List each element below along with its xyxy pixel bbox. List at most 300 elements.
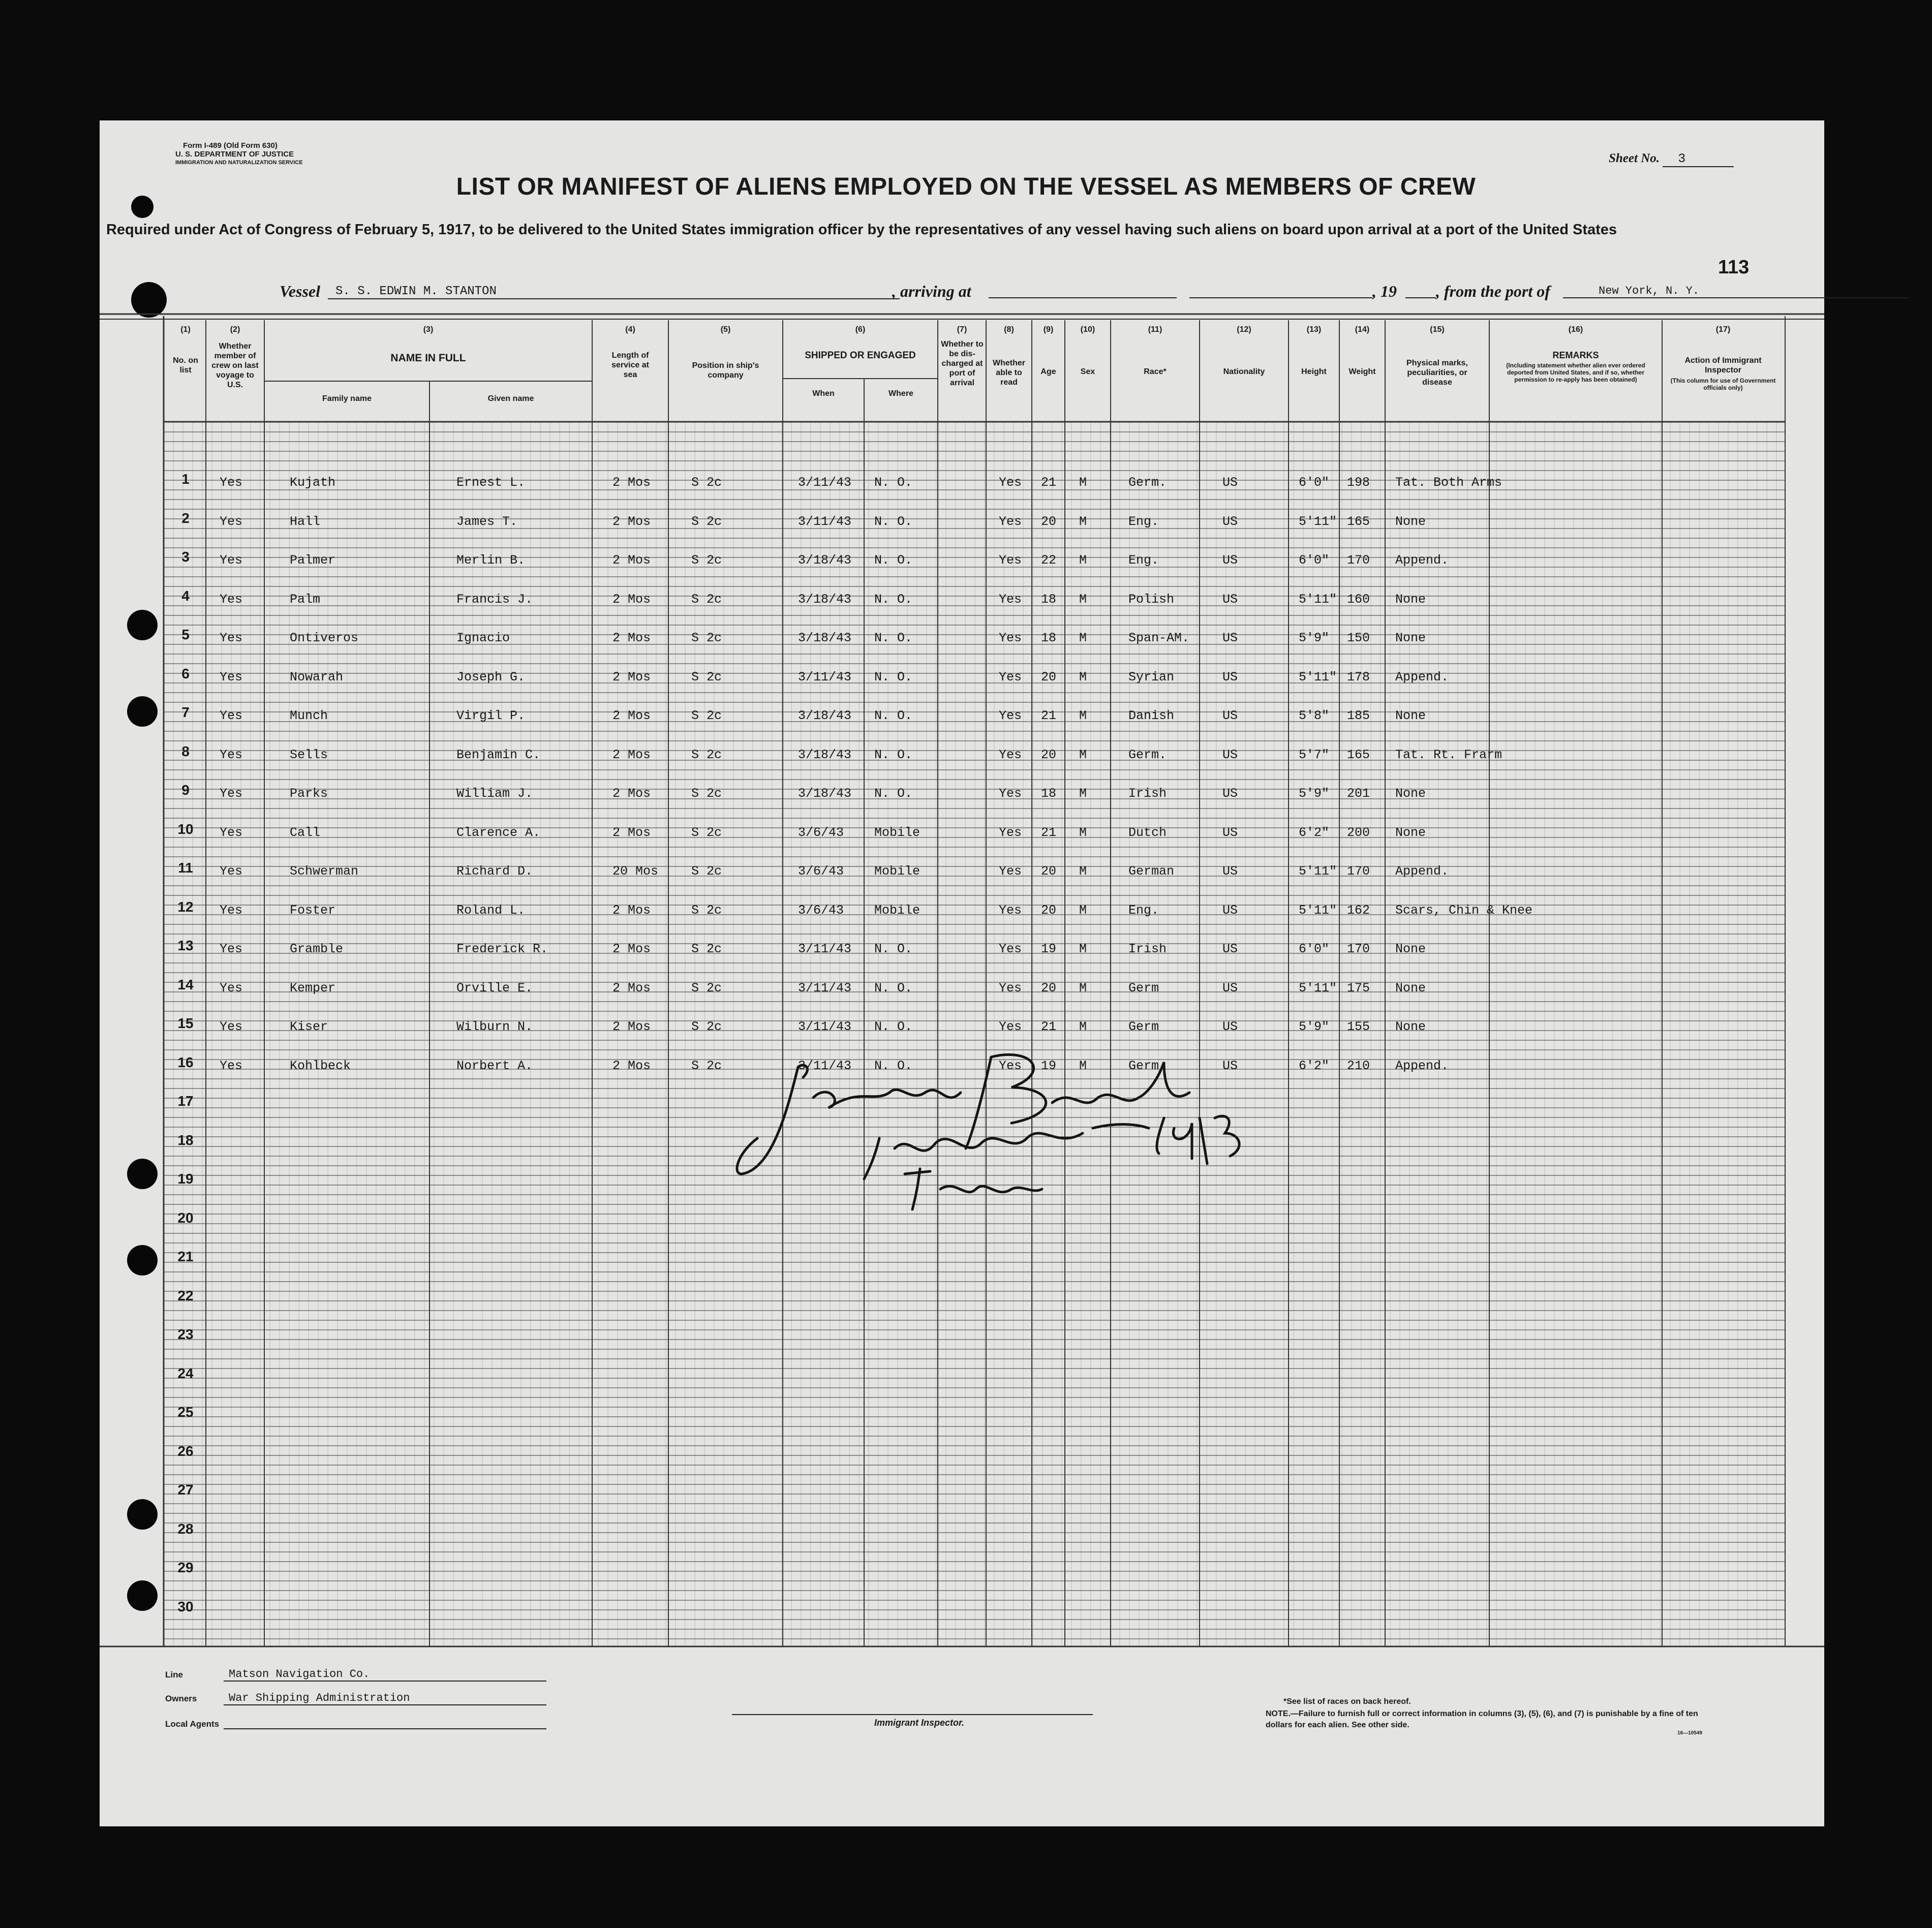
cell-crew: Yes (220, 592, 243, 607)
cell-read: Yes (999, 942, 1022, 956)
cell-length: 2 Mos (612, 747, 651, 762)
cell-family: Kohlbeck (290, 1058, 351, 1073)
cell-given: Francis J. (456, 592, 533, 607)
col-14-number: (14) (1355, 325, 1370, 334)
cell-sex: M (1079, 942, 1087, 956)
col-16-instructions: (Including statement whether alien ever ordered deported from United States, and if so, whether permission to re-apply has been obtained) (1506, 362, 1645, 383)
cell-family: Palmer (290, 553, 336, 568)
cell-family: Gramble (290, 942, 344, 956)
cell-weight: 155 (1347, 1019, 1370, 1034)
col-7-label: Whether to be dis-charged at port of arrival (941, 340, 984, 387)
cell-length: 2 Mos (612, 980, 651, 996)
cell-weight: 178 (1347, 669, 1370, 685)
cell-race: Germ. (1128, 747, 1167, 762)
cell-position: S 2c (691, 980, 722, 996)
owners-label: Owners (165, 1694, 197, 1703)
cell-age: 19 (1041, 942, 1057, 956)
cell-marks: None (1395, 942, 1426, 956)
cell-sex: M (1079, 864, 1087, 879)
cell-marks: Tat. Both Arms (1395, 475, 1502, 490)
cell-nat: US (1222, 475, 1238, 490)
cell-where: N. O. (874, 980, 913, 996)
col-16-label: REMARKS (1552, 350, 1599, 360)
cell-age: 21 (1041, 708, 1057, 723)
cell-length: 2 Mos (612, 553, 651, 568)
cell-where: Mobile (874, 825, 921, 840)
cell-family: Kemper (290, 980, 336, 996)
row-number: 2 (181, 510, 190, 526)
cell-height: 5'9" (1299, 1019, 1330, 1034)
row-number: 17 (177, 1093, 194, 1109)
cell-age: 20 (1041, 514, 1057, 529)
cell-nat: US (1222, 747, 1238, 762)
cell-length: 2 Mos (612, 592, 651, 607)
cell-marks: None (1395, 631, 1426, 645)
cell-age: 18 (1041, 786, 1057, 801)
col-6-when-label: When (812, 389, 835, 398)
page-number: 113 (1718, 257, 1750, 278)
col-13-label: Height (1301, 367, 1327, 376)
cell-read: Yes (999, 903, 1022, 918)
row-number: 10 (177, 821, 194, 837)
page-title: LIST OR MANIFEST OF ALIENS EMPLOYED ON THE VESSEL AS MEMBERS OF CREW (456, 173, 1476, 200)
col-6-label: SHIPPED OR ENGAGED (805, 350, 916, 361)
row-number: 13 (177, 938, 194, 953)
cell-sex: M (1079, 553, 1087, 568)
cell-position: S 2c (691, 514, 722, 529)
cell-when: 3/18/43 (798, 592, 852, 607)
cell-sex: M (1079, 903, 1087, 918)
col-17-instructions: (This column for use of Government officials only) (1670, 377, 1776, 391)
cell-height: 6'0" (1299, 475, 1330, 490)
vessel-line (280, 282, 1700, 302)
cell-marks: Append. (1395, 864, 1449, 879)
cell-read: Yes (999, 475, 1022, 490)
cell-sex: M (1079, 631, 1087, 645)
cell-nat: US (1222, 903, 1238, 918)
col-8-number: (8) (1004, 325, 1014, 334)
col-3-family-label: Family name (322, 394, 372, 403)
arriving-label: , arriving at (892, 282, 971, 300)
row-number: 3 (181, 549, 190, 565)
row-number: 27 (177, 1482, 194, 1498)
row-number: 16 (177, 1054, 194, 1070)
cell-height: 6'0" (1299, 942, 1330, 956)
cell-age: 21 (1041, 1019, 1057, 1034)
cell-crew: Yes (220, 825, 243, 840)
cell-sex: M (1079, 825, 1087, 840)
row-number: 5 (181, 627, 190, 642)
cell-crew: Yes (220, 1019, 243, 1034)
cell-crew: Yes (220, 475, 243, 490)
cell-age: 20 (1041, 864, 1057, 879)
cell-position: S 2c (691, 864, 722, 879)
col-5-number: (5) (720, 325, 731, 334)
cell-age: 20 (1041, 903, 1057, 918)
cell-age: 22 (1041, 553, 1057, 568)
cell-crew: Yes (220, 631, 243, 645)
cell-marks: Tat. Rt. Frarm (1395, 747, 1502, 762)
cell-when: 3/11/43 (798, 942, 852, 956)
owners-value: War Shipping Administration (224, 1692, 546, 1705)
cell-sex: M (1079, 980, 1087, 996)
vessel-name: S. S. EDWIN M. STANTON (328, 285, 900, 299)
cell-height: 5'11" (1299, 514, 1337, 529)
cell-where: N. O. (874, 747, 913, 762)
cell-marks: Append. (1395, 553, 1449, 568)
cell-race: Eng. (1128, 514, 1159, 529)
cell-race: Irish (1128, 786, 1167, 801)
cell-height: 5'11" (1299, 980, 1337, 996)
cell-weight: 150 (1347, 631, 1370, 645)
cell-read: Yes (999, 1058, 1022, 1073)
cell-age: 21 (1041, 475, 1057, 490)
col-2-label: Whether member of crew on last voyage to U.S. (211, 342, 259, 389)
cell-length: 2 Mos (612, 1019, 651, 1034)
punch-hole (127, 1159, 158, 1189)
cell-when: 3/18/43 (798, 708, 852, 723)
cell-nat: US (1222, 514, 1238, 529)
cell-read: Yes (999, 514, 1022, 529)
cell-position: S 2c (691, 669, 722, 685)
row-number: 8 (181, 743, 190, 759)
cell-read: Yes (999, 631, 1022, 645)
cell-read: Yes (999, 747, 1022, 762)
cell-crew: Yes (220, 669, 243, 685)
col-11-label: Race* (1144, 367, 1167, 376)
cell-nat: US (1222, 942, 1238, 956)
cell-given: Joseph G. (456, 669, 526, 685)
cell-family: Schwerman (290, 864, 359, 879)
cell-given: Wilburn N. (456, 1019, 533, 1034)
service-name: IMMIGRATION AND NATURALIZATION SERVICE (175, 160, 303, 166)
cell-length: 2 Mos (612, 1058, 651, 1073)
cell-where: N. O. (874, 786, 913, 801)
cell-read: Yes (999, 1019, 1022, 1034)
cell-crew: Yes (220, 786, 243, 801)
cell-when: 3/6/43 (798, 903, 844, 918)
col-10-number: (10) (1080, 325, 1095, 334)
cell-where: Mobile (874, 864, 921, 879)
row-number: 23 (177, 1326, 194, 1342)
row-number: 1 (181, 471, 190, 487)
cell-race: Germ. (1128, 475, 1167, 490)
col-17-label: Action of Immigrant Inspector (1684, 356, 1762, 375)
col-2-number: (2) (230, 325, 240, 334)
cell-when: 3/11/43 (798, 514, 852, 529)
cell-family: Hall (290, 514, 321, 529)
cell-position: S 2c (691, 475, 722, 490)
cell-length: 20 Mos (612, 864, 659, 879)
cell-sex: M (1079, 514, 1087, 529)
cell-marks: Scars, Chin & Knee (1395, 903, 1533, 918)
cell-weight: 198 (1347, 475, 1370, 490)
row-number: 4 (181, 587, 190, 604)
form-identifier (175, 141, 303, 167)
cell-when: 3/11/43 (798, 1019, 852, 1034)
cell-read: Yes (999, 980, 1022, 996)
cell-weight: 175 (1347, 980, 1370, 996)
owners-field (165, 1694, 546, 1704)
cell-crew: Yes (220, 1058, 243, 1073)
col-12-number: (12) (1237, 325, 1251, 334)
cell-race: Germ (1128, 980, 1159, 996)
cell-given: Virgil P. (456, 708, 526, 723)
cell-race: Germ (1128, 1058, 1159, 1073)
col-1-label: No. on list (173, 356, 198, 375)
cell-length: 2 Mos (612, 475, 651, 490)
cell-when: 3/11/43 (798, 980, 852, 996)
col-3-number: (3) (423, 325, 434, 334)
cell-crew: Yes (220, 747, 243, 762)
row-number: 19 (177, 1171, 194, 1187)
row-number: 7 (181, 704, 190, 720)
cell-family: Ontiveros (290, 631, 359, 645)
local-agents-blank (224, 1728, 546, 1729)
cell-race: Eng. (1128, 553, 1159, 568)
cell-crew: Yes (220, 864, 243, 879)
cell-sex: M (1079, 669, 1087, 685)
cell-position: S 2c (691, 1058, 722, 1073)
cell-length: 2 Mos (612, 903, 651, 918)
cell-family: Palm (290, 592, 321, 607)
cell-where: Mobile (874, 903, 921, 918)
cell-weight: 200 (1347, 825, 1370, 840)
cell-sex: M (1079, 1019, 1087, 1034)
cell-when: 3/18/43 (798, 553, 852, 568)
col-4-number: (4) (625, 325, 635, 334)
cell-marks: None (1395, 514, 1426, 529)
cell-length: 2 Mos (612, 669, 651, 685)
col-3-given-label: Given name (487, 394, 534, 403)
cell-weight: 162 (1347, 903, 1370, 918)
cell-crew: Yes (220, 514, 243, 529)
cell-age: 19 (1041, 1058, 1057, 1073)
cell-length: 2 Mos (612, 942, 651, 956)
row-number: 20 (177, 1209, 194, 1226)
cell-when: 3/18/43 (798, 631, 852, 645)
cell-sex: M (1079, 1058, 1087, 1073)
col-11-number: (11) (1148, 325, 1162, 334)
cell-weight: 165 (1347, 747, 1370, 762)
col-9-number: (9) (1043, 325, 1054, 334)
cell-family: Munch (290, 708, 328, 723)
cell-marks: None (1395, 786, 1426, 801)
cell-race: Dutch (1128, 825, 1167, 840)
col-8-label: Whether able to read (993, 359, 1025, 387)
cell-height: 6'0" (1299, 553, 1330, 568)
from-port-value: New York, N. Y. (1563, 285, 1909, 298)
cell-nat: US (1222, 1019, 1238, 1034)
punch-hole (127, 696, 158, 727)
row-number: 21 (177, 1249, 194, 1264)
cell-weight: 210 (1347, 1058, 1370, 1073)
col-7-number: (7) (957, 325, 967, 334)
row-number: 28 (177, 1520, 194, 1537)
cell-given: Benjamin C. (456, 747, 541, 762)
cell-height: 5'9" (1299, 786, 1330, 801)
cell-read: Yes (999, 708, 1022, 723)
cell-height: 6'2" (1299, 1058, 1330, 1073)
cell-height: 5'11" (1299, 864, 1337, 879)
cell-crew: Yes (220, 708, 243, 723)
col-1-number: (1) (180, 325, 191, 334)
cell-when: 3/18/43 (798, 747, 852, 762)
cell-sex: M (1079, 592, 1087, 607)
arriving-blank (989, 297, 1177, 298)
cell-nat: US (1222, 553, 1238, 568)
local-agents-field (165, 1719, 546, 1729)
cell-length: 2 Mos (612, 825, 651, 840)
cell-age: 20 (1041, 669, 1057, 685)
cell-when: 3/11/43 (798, 669, 852, 685)
cell-marks: None (1395, 980, 1426, 996)
cell-position: S 2c (691, 631, 722, 645)
cell-family: Kiser (290, 1019, 328, 1034)
cell-where: N. O. (874, 1019, 913, 1034)
cell-height: 5'11" (1299, 903, 1337, 918)
sheet-number: 3 (1663, 151, 1734, 167)
cell-position: S 2c (691, 942, 722, 956)
cell-age: 18 (1041, 592, 1057, 607)
cell-where: N. O. (874, 514, 913, 529)
cell-sex: M (1079, 708, 1087, 723)
year-blank (1405, 297, 1436, 298)
col-6-number: (6) (855, 325, 866, 334)
cell-given: Ignacio (456, 631, 510, 645)
cell-position: S 2c (691, 553, 722, 568)
cell-given: Frederick R. (456, 942, 548, 956)
cell-read: Yes (999, 669, 1022, 685)
col-16-number: (16) (1568, 325, 1583, 334)
cell-read: Yes (999, 592, 1022, 607)
cell-read: Yes (999, 786, 1022, 801)
cell-given: Merlin B. (456, 553, 526, 568)
cell-given: Orville E. (456, 980, 533, 996)
cell-sex: M (1079, 747, 1087, 762)
cell-marks: None (1395, 1019, 1426, 1034)
cell-weight: 170 (1347, 864, 1370, 879)
cell-family: Parks (290, 786, 328, 801)
cell-given: Roland L. (456, 903, 526, 918)
cell-given: William J. (456, 786, 533, 801)
form-number: Form I-489 (Old Form 630) (183, 141, 278, 150)
cell-nat: US (1222, 592, 1238, 607)
line-value: Matson Navigation Co. (224, 1668, 546, 1682)
cell-nat: US (1222, 825, 1238, 840)
cell-age: 20 (1041, 980, 1057, 996)
cell-weight: 165 (1347, 514, 1370, 529)
cell-given: Ernest L. (456, 475, 526, 490)
row-number: 9 (181, 782, 190, 798)
cell-marks: Append. (1395, 669, 1449, 685)
cell-where: N. O. (874, 1058, 913, 1073)
col-15-label: Physical marks, peculiarities, or disease (1406, 359, 1468, 387)
local-agents-label: Local Agents (165, 1719, 220, 1729)
cell-crew: Yes (220, 553, 243, 568)
cell-weight: 160 (1347, 592, 1370, 607)
cell-crew: Yes (220, 942, 243, 956)
cell-race: Danish (1128, 708, 1175, 723)
cell-nat: US (1222, 980, 1238, 996)
row-number: 14 (177, 976, 194, 992)
row-number: 12 (177, 898, 194, 915)
cell-position: S 2c (691, 825, 722, 840)
punch-hole (131, 282, 167, 318)
cell-weight: 170 (1347, 942, 1370, 956)
cell-marks: None (1395, 825, 1426, 840)
cell-race: German (1128, 864, 1175, 879)
cell-given: Norbert A. (456, 1058, 533, 1073)
cell-nat: US (1222, 708, 1238, 723)
punch-hole (127, 1245, 158, 1276)
cell-weight: 170 (1347, 553, 1370, 568)
from-port-label: , from the port of (1436, 282, 1550, 300)
row-number: 25 (177, 1404, 194, 1420)
penalty-note: NOTE.—Failure to furnish full or correct information in columns (3), (5), (6), and (7) is punishable by a fine of ten dollars for each alien. See other side. (1266, 1709, 1698, 1729)
cell-position: S 2c (691, 747, 722, 762)
row-number: 29 (177, 1560, 194, 1575)
col-5-label: Position in ship's company (692, 361, 759, 380)
cell-family: Call (290, 825, 321, 840)
row-number: 22 (177, 1287, 194, 1303)
punch-hole (127, 1580, 158, 1611)
row-number: 26 (177, 1443, 194, 1459)
vessel-label: Vessel (280, 282, 320, 300)
sheet-label: Sheet No. (1609, 151, 1660, 165)
cell-nat: US (1222, 786, 1238, 801)
cell-height: 5'11" (1299, 592, 1337, 607)
cell-family: Kujath (290, 475, 336, 490)
cell-nat: US (1222, 864, 1238, 879)
line-label: Line (165, 1670, 183, 1680)
inspector-label: Immigrant Inspector. (874, 1718, 965, 1728)
cell-when: 3/6/43 (798, 825, 844, 840)
cell-given: Richard D. (456, 864, 533, 879)
cell-height: 5'7" (1299, 747, 1330, 762)
cell-nat: US (1222, 631, 1238, 645)
cell-marks: None (1395, 592, 1426, 607)
cell-age: 18 (1041, 631, 1057, 645)
cell-where: N. O. (874, 475, 913, 490)
cell-race: Germ (1128, 1019, 1159, 1034)
cell-family: Nowarah (290, 669, 344, 685)
cell-family: Foster (290, 903, 336, 918)
col-10-label: Sex (1080, 367, 1095, 376)
col-9-label: Age (1040, 367, 1056, 376)
cell-length: 2 Mos (612, 786, 651, 801)
row-number: 6 (181, 665, 190, 681)
cell-sex: M (1079, 786, 1087, 801)
cell-where: N. O. (874, 942, 913, 956)
cell-age: 21 (1041, 825, 1057, 840)
cell-race: Syrian (1128, 669, 1175, 685)
print-code: 16—10549 (1677, 1730, 1702, 1736)
cell-marks: Append. (1395, 1058, 1449, 1073)
cell-race: Span-AM. (1128, 631, 1190, 645)
cell-height: 5'9" (1299, 631, 1330, 645)
cell-race: Polish (1128, 592, 1175, 607)
cell-length: 2 Mos (612, 708, 651, 723)
row-number: 15 (177, 1015, 194, 1031)
cell-where: N. O. (874, 592, 913, 607)
cell-position: S 2c (691, 786, 722, 801)
cell-where: N. O. (874, 553, 913, 568)
cell-read: Yes (999, 825, 1022, 840)
department-name: U. S. DEPARTMENT OF JUSTICE (175, 150, 294, 159)
punch-hole (127, 1499, 158, 1530)
cell-length: 2 Mos (612, 514, 651, 529)
